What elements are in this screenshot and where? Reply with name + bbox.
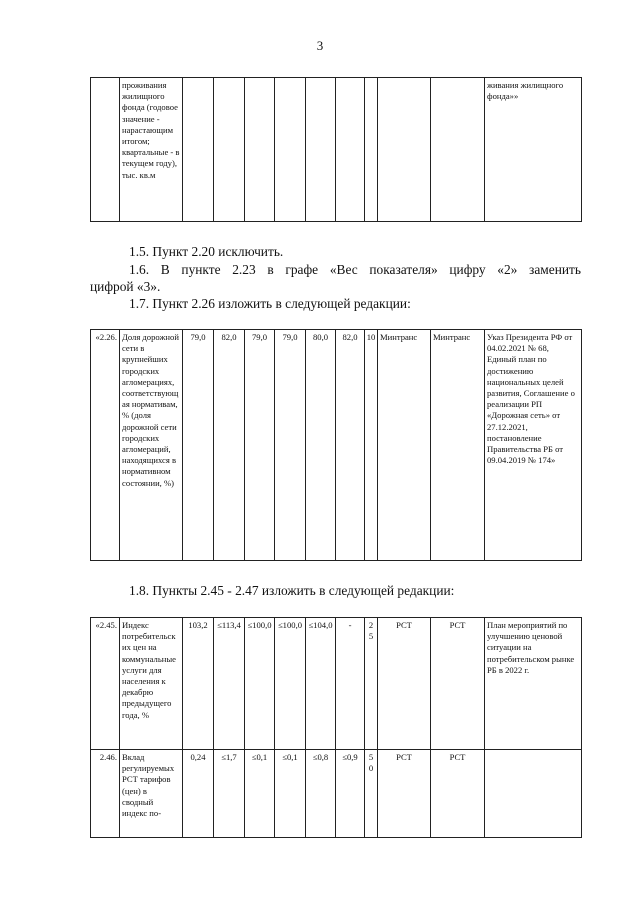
value-cell: ≤0,9 xyxy=(336,750,365,838)
responsible-cell: Минтранс xyxy=(431,330,485,561)
basis-cell xyxy=(485,750,582,838)
table-row xyxy=(91,330,582,561)
table-row xyxy=(91,750,582,838)
item-number: «2.26. xyxy=(91,330,120,561)
responsible-cell: РСТ xyxy=(378,618,431,750)
value-cell: 80,0 xyxy=(306,330,336,561)
value-cell: 79,0 xyxy=(275,330,306,561)
value-cell: ≤104,0 xyxy=(306,618,336,750)
indicator-name-cell: проживания жилищного фонда (годовое значение - нарастающим итогом; квартальные - в текущем году), тыс. кв.м xyxy=(120,78,183,222)
responsible-cell: РСТ xyxy=(431,618,485,750)
indicator-name: Индекс потребительских цен на коммунальные услуги для населения к декабрю предыдущего года, % xyxy=(120,618,183,750)
value-cell: 0,24 xyxy=(183,750,214,838)
value-cell: 103,2 xyxy=(183,618,214,750)
table-item-2-26 xyxy=(90,329,582,561)
basis-cell: Указ Президента РФ от 04.02.2021 № 68, Единый план по достижению национальных целей развития, Соглашение о реализации РП «Дорожная сеть» от 27.12.2021, постановление Правительства РБ от 09.04.2019 № 174» xyxy=(485,330,582,561)
value-cell: ≤0,1 xyxy=(245,750,275,838)
weight-cell: 50 xyxy=(365,750,378,838)
paragraph-1-6-line1: 1.6. В пункте 2.23 в графе «Вес показателя» цифру «2» заменить xyxy=(129,262,581,277)
paragraph-1-8: 1.8. Пункты 2.45 - 2.47 изложить в следующей редакции: xyxy=(129,583,455,598)
value-cell: ≤0,8 xyxy=(306,750,336,838)
value-cell: 82,0 xyxy=(214,330,245,561)
responsible-cell: РСТ xyxy=(378,750,431,838)
value-cell: 82,0 xyxy=(336,330,365,561)
basis-cell: План мероприятий по улучшению ценовой ситуации на потребительском рынке РБ в 2022 г. xyxy=(485,618,582,750)
value-cell: 79,0 xyxy=(183,330,214,561)
table-items-2-45-2-47 xyxy=(90,617,582,838)
value-cell: ≤100,0 xyxy=(245,618,275,750)
paragraph-1-6-line2: цифрой «3». xyxy=(90,279,161,294)
weight-cell: 25 xyxy=(365,618,378,750)
value-cell: - xyxy=(336,618,365,750)
value-cell: ≤1,7 xyxy=(214,750,245,838)
paragraph-1-5: 1.5. Пункт 2.20 исключить. xyxy=(129,244,284,259)
responsible-cell: РСТ xyxy=(431,750,485,838)
table-continuation xyxy=(90,77,582,222)
responsible-cell: Минтранс xyxy=(378,330,431,561)
basis-cell: живания жилищного фонда»» xyxy=(485,78,582,222)
value-cell: ≤100,0 xyxy=(275,618,306,750)
page-number: 3 xyxy=(316,38,324,53)
value-cell: 79,0 xyxy=(245,330,275,561)
item-number: 2.46. xyxy=(91,750,120,838)
table-row xyxy=(91,78,582,222)
item-number: «2.45. xyxy=(91,618,120,750)
weight-cell: 10 xyxy=(365,330,378,561)
indicator-name: Вклад регулируемых РСТ тарифов (цен) в сводный индекс по- xyxy=(120,750,183,838)
value-cell: ≤0,1 xyxy=(275,750,306,838)
value-cell: ≤113,4 xyxy=(214,618,245,750)
table-row xyxy=(91,618,582,750)
paragraph-1-7: 1.7. Пункт 2.26 изложить в следующей редакции: xyxy=(129,296,411,311)
indicator-name: Доля дорожной сети в крупнейших городских агломерациях, соответствующая нормативам, % (доля дорожной сети городских агломераций, находящихся в нормативном состоянии, %) xyxy=(120,330,183,561)
